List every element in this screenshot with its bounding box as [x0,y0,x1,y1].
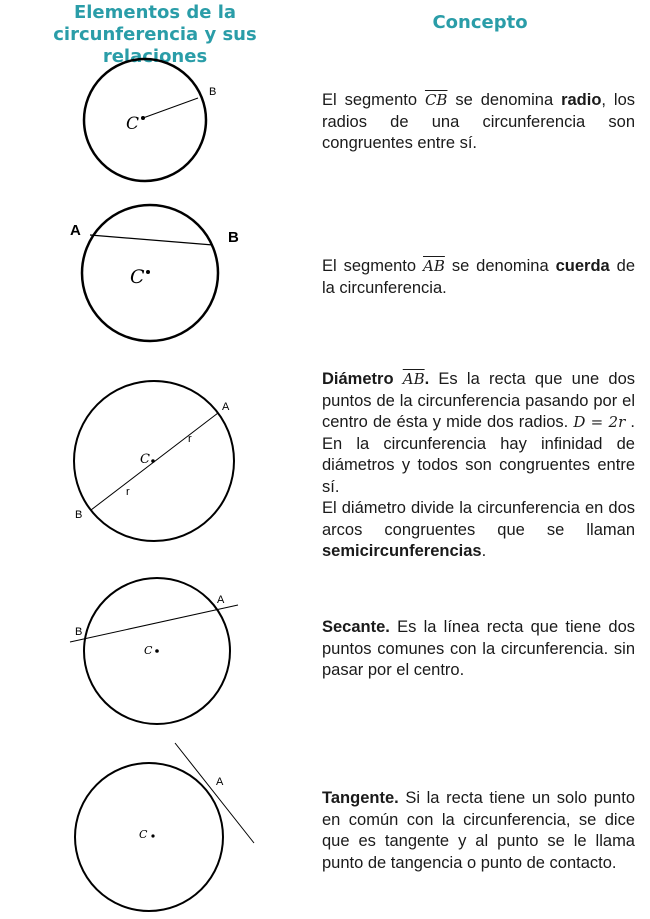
diameter-formula: D = 2r [573,413,626,431]
secant-term: Secante. [322,618,390,636]
semicircumference-term: semicircunferencias [322,542,482,560]
tangent-text: Si la recta tiene un solo punto en común con la circunferencia, se dice que es tangente y al punto se le llama punto de tangencia o punto de contacto. [322,789,635,872]
chord-concept [322,256,635,299]
secant-center-label: C [144,644,153,657]
secant-point-a-label: A [217,594,225,606]
radius-center-label: C [126,114,140,134]
diameter-radius-label-upper: r [188,433,192,445]
radius-text-post: , los radios de una circunferencia son congruentes entre sí. [322,91,636,152]
diameter-point-a-label: A [222,401,230,413]
diameter-segment: $\overline{AB}$ [402,370,425,388]
chord-point-b-label: B [228,229,239,246]
tangent-point-a-label: A [216,776,224,788]
diameter-center-label: C [140,452,150,467]
radius-point-b-label: B [209,86,217,98]
chord-point-a-label: A [70,222,81,239]
tangent-concept [322,788,635,874]
radius-text-mid: se denomina [447,91,562,109]
right-column-title: Concepto [432,12,528,33]
diameter-text-2: . En la circunferencia hay infinidad de diámetros y todos son congruentes entre sí. [322,413,635,496]
chord-text-pre: El segmento [322,257,424,275]
diameter-text-1: Es la recta que une dos puntos de la circunferencia pasando por el centro de ésta y mide dos radios. [322,370,635,431]
chord-segment: $\overline{AB}$ [423,257,445,275]
chord-text-post: de la circunferencia. [322,257,635,297]
diameter-concept [322,369,635,563]
tangent-center-label: C [139,828,148,841]
chord-text-mid: se denomina [444,257,556,275]
radius-text-pre: El segmento [322,91,425,109]
left-column-title: Elementos de la circunferencia y sus relaciones [53,2,257,67]
radius-concept [322,90,635,155]
diameter-radius-label-lower: r [126,486,130,498]
secant-concept [322,617,635,682]
diameter-text-4: . [481,542,487,560]
radius-term: radio [561,91,602,109]
secant-point-b-label: B [75,626,83,638]
diameter-term-period: . [424,370,430,388]
tangent-term: Tangente. [322,789,399,807]
diameter-term: Diámetro [322,370,403,388]
radius-segment: $\overline{CB}$ [424,91,448,109]
chord-center-label: C [130,266,145,288]
diameter-point-b-label: B [75,509,83,521]
diameter-text-3: El diámetro divide la circunferencia en dos arcos congruentes que se llaman [322,499,635,539]
secant-text: Es la línea recta que tiene dos puntos comunes con la circunferencia. sin pasar por el centro. [322,618,635,679]
chord-term: cuerda [555,257,610,275]
